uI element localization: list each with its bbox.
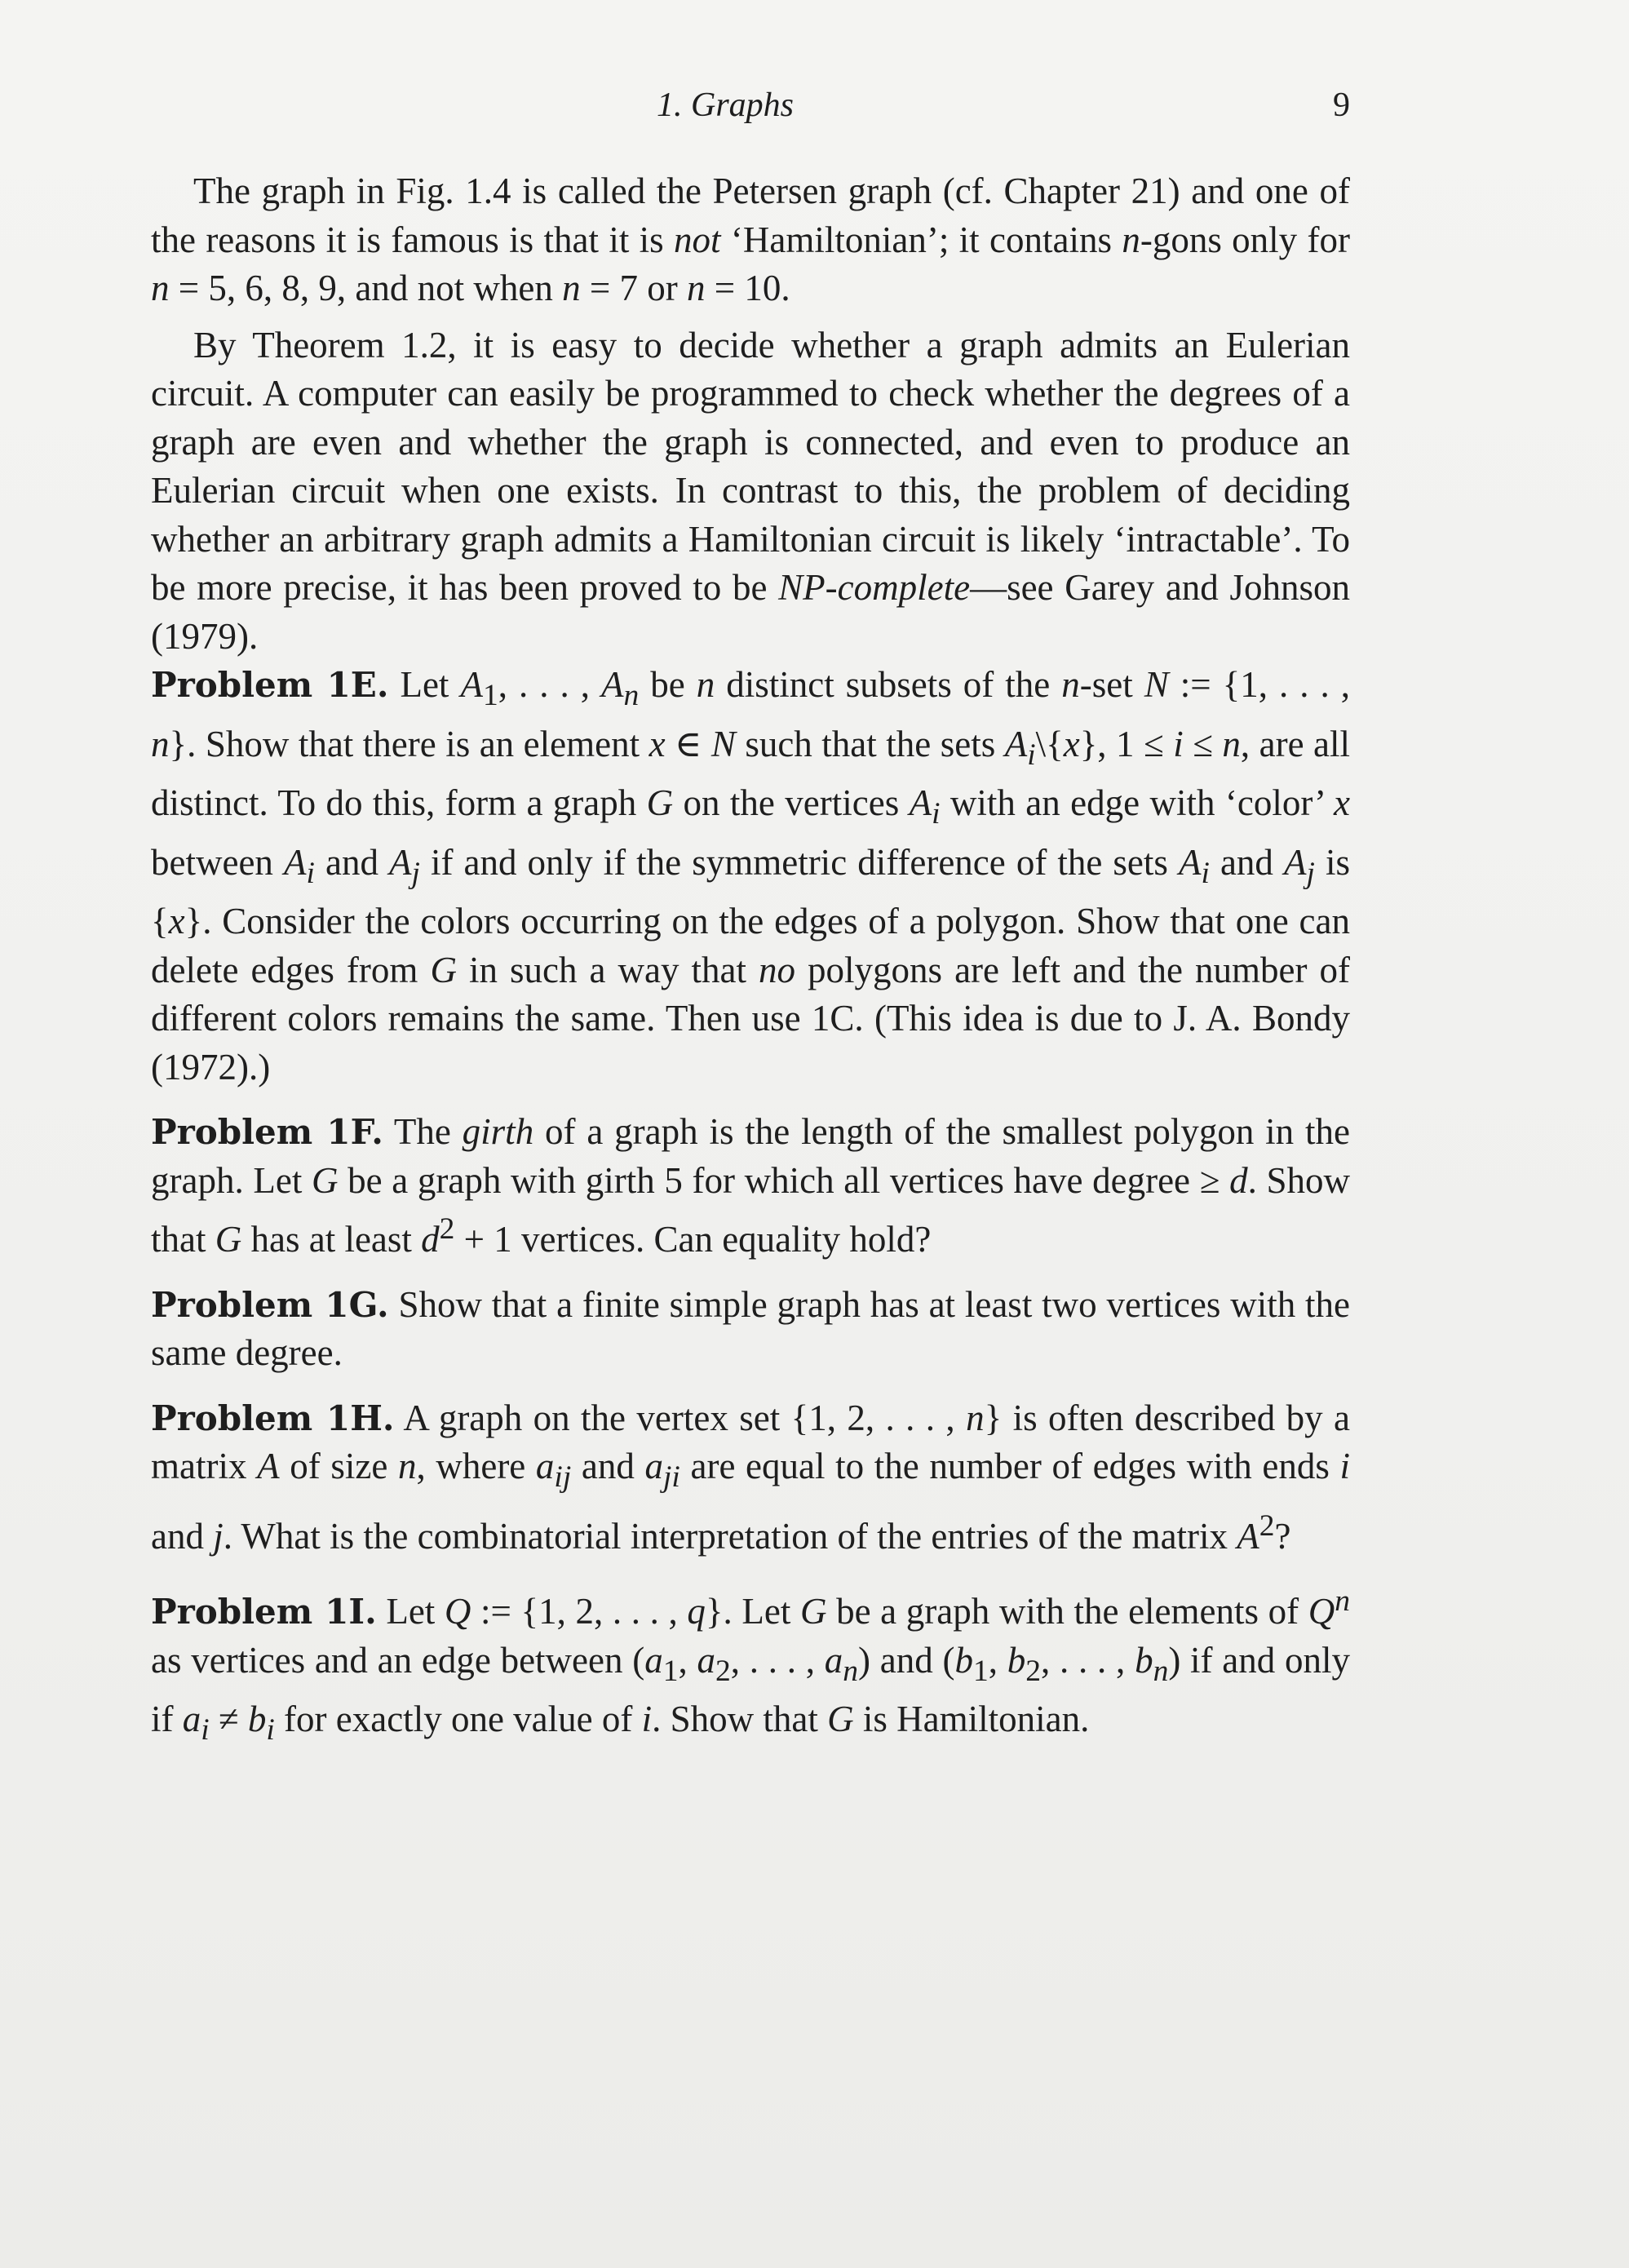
problem-1g-label: Problem 1G. — [151, 1284, 389, 1325]
page-body — [151, 167, 1350, 1755]
problem-1e: Problem 1E. Let $A_1$, . . . , $A_n$ be n distinct subsets of the n-set N := {1, . . . , n}. Show that there is an element x ∈ N such that the sets $A_i\backslash\{x\}$, 1 ≤ i ≤ n, are all distinct. To do this, form a graph G on the vertices $A_i$ with an edge with ‘color’ x between $A_i$ and $A_j$ if and only if the symmetric difference of the sets $A_i$ and $A_j$ is {x}. Consider the colors occurring on the edges of a polygon. Show that one can delete edges from G in such a way that no polygons are left and the number of different colors remains the same. Then use 1C. (This idea is due to J. A. Bondy (1972).) — [151, 664, 1351, 1087]
problem-1i: Problem 1I. Let Q := {1, 2, . . . , q}. Let G be a graph with the elements of $Q^n$ as vertices and an edge between ($a_1$, $a_2$, . . . , $a_n$) and ($b_1$, $b_2$, . . . , $b_n$) if and only if $a_i \ne b_i$ for exactly one value of i. Show that G is Hamiltonian. — [151, 1584, 1351, 1747]
running-head: 1. Graphs — [657, 86, 795, 124]
problem-1f: Problem 1F. The girth of a graph is the length of the smallest polygon in the graph. Let G be a graph with girth 5 for which all vertices have degree ≥ d. Show that G has at least $d^2 + 1$ vertices. Can equality hold? — [151, 1111, 1350, 1260]
problem-1e-label: Problem 1E. — [151, 665, 389, 705]
problem-1g: Problem 1G. Show that a finite simple graph has at least two vertices with the same degree. — [151, 1283, 1351, 1373]
problem-1i-label: Problem 1I. — [151, 1592, 377, 1632]
problem-1h-label: Problem 1H. — [151, 1398, 395, 1438]
problem-1f-label: Problem 1F. — [151, 1112, 383, 1152]
paragraph-eulerian: By Theorem 1.2, it is easy to decide whether a graph admits an Eulerian circuit. A computer can easily be programmed to check whether the degrees of a graph are even and whether the graph is connected, and even to produce an Eulerian circuit when one exists. In contrast to this, the problem of deciding whether an arbitrary graph admits a Hamiltonian circuit is likely ‘intractable’. To be more precise, it has been proved to be NP-complete—see Garey and Johnson (1979). — [151, 324, 1350, 657]
page-header — [151, 86, 1350, 135]
page-number: 9 — [1333, 86, 1350, 124]
problem-1h: Problem 1H. A graph on the vertex set {1, 2, . . . , n} is often described by a matrix A of size n, where $a_{ij}$ and $a_{ji}$ are equal to the number of edges with ends i and j. What is the combinatorial interpretation of the entries of the matrix $A^2$? — [151, 1397, 1350, 1557]
paragraph-petersen: The graph in Fig. 1.4 is called the Petersen graph (cf. Chapter 21) and one of the reasons it is famous is that it is not ‘Hamiltonian’; it contains n-gons only for n = 5, 6, 8, 9, and not when n = 7 or n = 10. — [151, 171, 1350, 308]
